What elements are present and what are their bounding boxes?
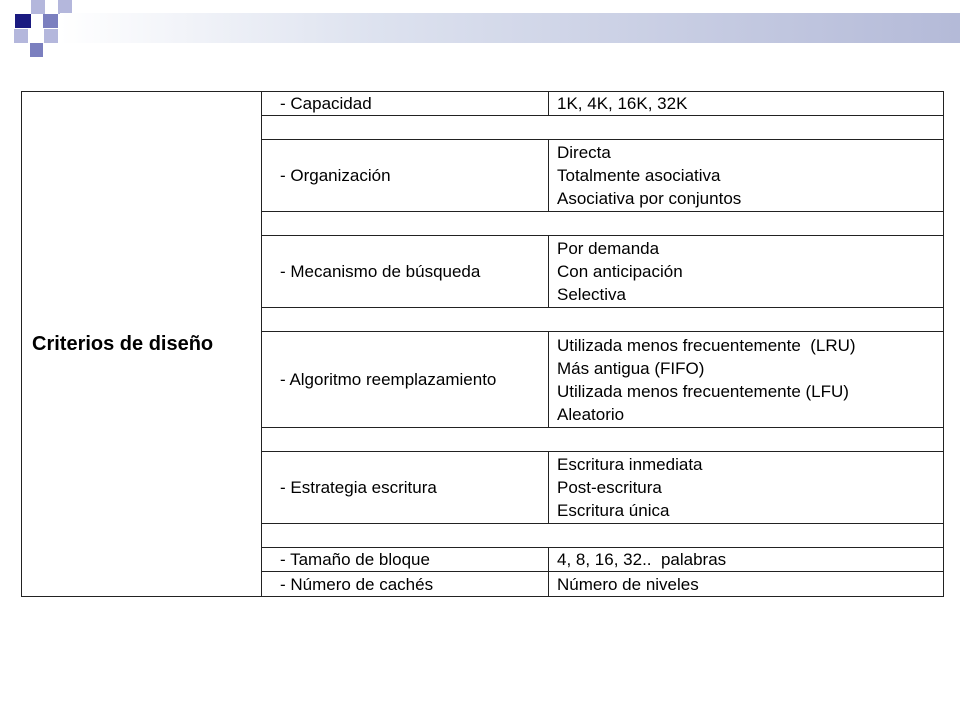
- option-item: 1K, 4K, 16K, 32K: [557, 94, 688, 113]
- option-item: Con anticipación: [557, 262, 683, 281]
- option-item: Escritura única: [557, 501, 670, 520]
- options-capacidad: [549, 92, 944, 116]
- header-square-mid: [43, 14, 58, 28]
- table-row: [22, 92, 944, 116]
- option-item: Post-escritura: [557, 478, 662, 497]
- options-numero-caches: [549, 572, 944, 597]
- header-square-light: [14, 29, 28, 43]
- criterion-capacidad: - Capacidad: [262, 92, 549, 116]
- header-gradient-bar: [60, 13, 960, 43]
- options-mecanismo-busqueda: [549, 236, 944, 308]
- option-item: Escritura inmediata: [557, 455, 703, 474]
- option-item: Más antigua (FIFO): [557, 358, 705, 378]
- criterion-tamano-bloque: - Tamaño de bloque: [262, 548, 549, 572]
- option-item: Asociativa por conjuntos: [557, 189, 742, 208]
- header-square-mid: [30, 43, 43, 57]
- options-tamano-bloque: [549, 548, 944, 572]
- header-square-light: [44, 29, 58, 43]
- option-item: Directa: [557, 143, 611, 162]
- header-square-light: [58, 0, 72, 14]
- options-organizacion: [549, 140, 944, 212]
- header-square-light: [31, 0, 45, 14]
- option-item: Utilizada menos frecuentemente (LFU): [557, 381, 849, 401]
- header-square-dark: [15, 14, 31, 28]
- criterion-mecanismo-busqueda: - Mecanismo de búsqueda: [262, 236, 549, 308]
- options-algoritmo-reemplazamiento: [549, 332, 944, 428]
- criterion-algoritmo-reemplazamiento: - Algoritmo reemplazamiento: [262, 332, 549, 428]
- criteria-heading: Criterios de diseño: [22, 92, 262, 597]
- design-criteria-table: [21, 91, 944, 597]
- criterion-numero-caches: - Número de cachés: [262, 572, 549, 597]
- options-estrategia-escritura: [549, 452, 944, 524]
- criterion-organizacion: - Organización: [262, 140, 549, 212]
- option-item: Aleatorio: [557, 404, 625, 424]
- criterion-estrategia-escritura: - Estrategia escritura: [262, 452, 549, 524]
- option-item: Utilizada menos frecuentemente (LRU): [557, 335, 856, 355]
- option-item: 4, 8, 16, 32.. palabras: [557, 550, 727, 569]
- option-item: Por demanda: [557, 239, 660, 258]
- option-item: Totalmente asociativa: [557, 166, 721, 185]
- option-item: Selectiva: [557, 285, 626, 304]
- option-item: Número de niveles: [557, 574, 699, 594]
